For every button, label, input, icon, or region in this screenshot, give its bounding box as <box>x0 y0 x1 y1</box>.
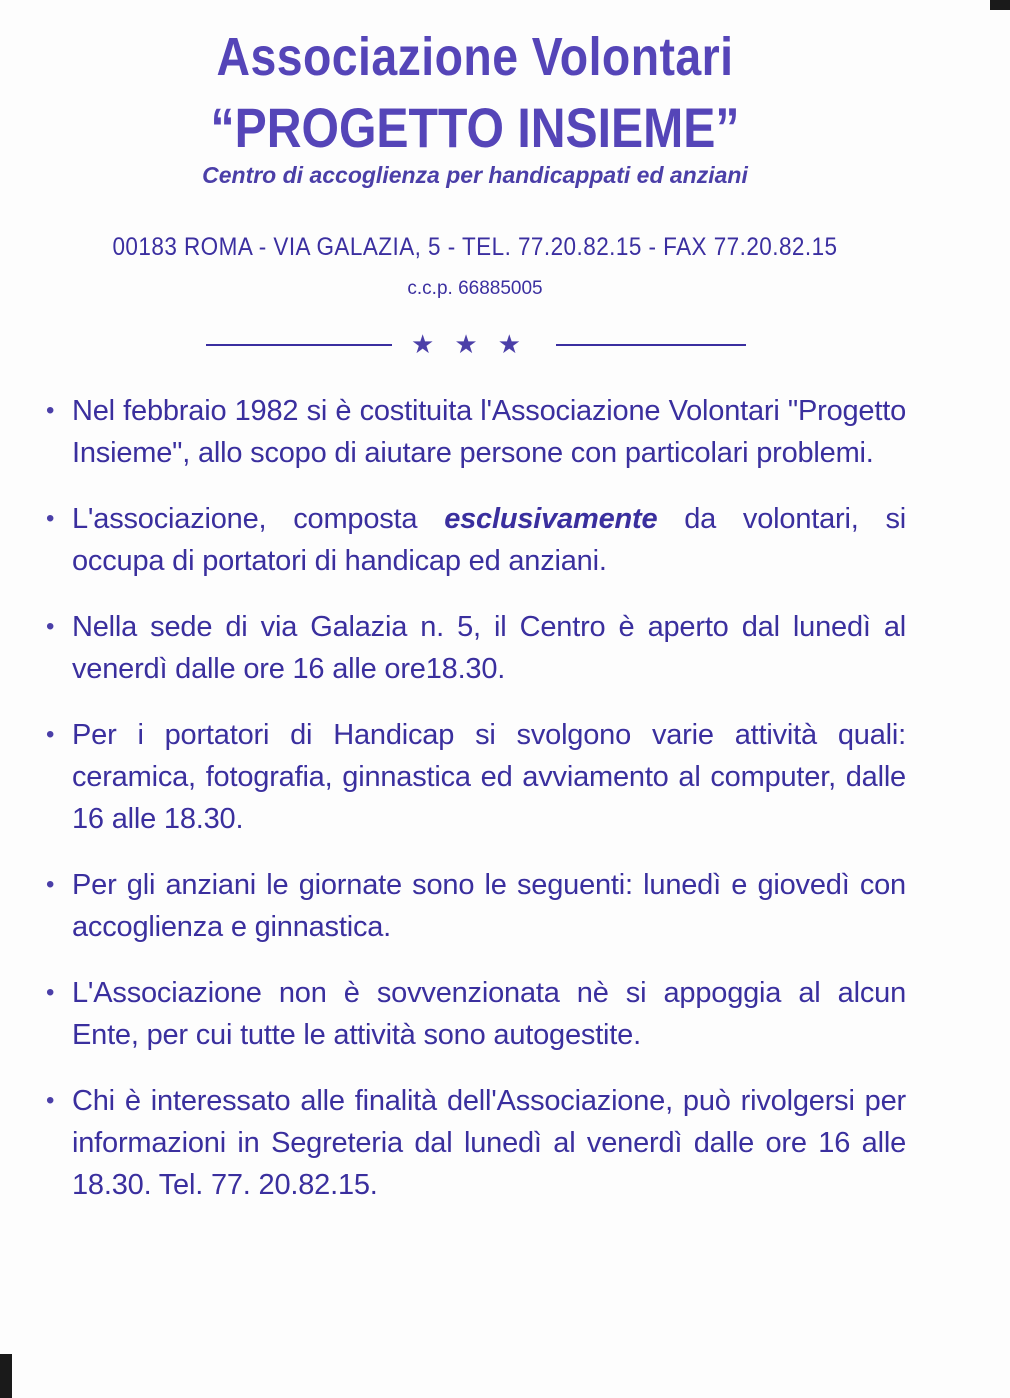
list-item-text: L'associazione, composta <box>72 503 445 535</box>
bullet-icon: • <box>46 613 55 640</box>
list-item-text: L'Associazione non è sovvenzionata nè si appoggia al alcun Ente, per cui tutte le attività sono autogestite. <box>72 977 906 1051</box>
organization-title: Associazione Volontari <box>216 27 734 87</box>
scan-mark-bottom-left <box>0 1354 12 1398</box>
list-item-text: Nel febbraio 1982 si è costituita l'Associazione Volontari "Progetto Insieme", allo scopo di aiutare persone con particolari problemi. <box>72 395 906 469</box>
list-item-opening-hours <box>44 606 906 690</box>
organization-subtitle: Centro di accoglienza per handicappati ed anziani <box>202 162 748 188</box>
list-item-text: Per i portatori di Handicap si svolgono varie attività quali: ceramica, fotografia, ginnastica ed avviamento al computer, dalle 16 alle 18.30. <box>72 719 906 835</box>
postal-account: c.c.p. 66885005 <box>407 278 543 299</box>
list-item-founding <box>44 390 906 474</box>
list-item-handicap-activities <box>44 714 906 840</box>
emphasis-text: esclusivamente <box>444 503 658 535</box>
contact-address: 00183 ROMA - VIA GALAZIA, 5 - TEL. 77.20.82.15 - FAX 77.20.82.15 <box>112 233 838 261</box>
bullet-icon: • <box>46 979 55 1006</box>
list-item-elderly-days <box>44 864 906 948</box>
bullet-icon: • <box>46 505 55 532</box>
bullet-icon: • <box>46 721 55 748</box>
stars-icon: ★★★ <box>411 329 541 359</box>
bullet-icon: • <box>46 397 55 424</box>
list-item-text: Chi è interessato alle finalità dell'Associazione, può rivolgersi per informazioni in Segreteria dal lunedì al venerdì dalle ore 16 alle 18.30. Tel. 77. 20.82.15. <box>72 1085 906 1201</box>
bullet-icon: • <box>46 871 55 898</box>
divider-rule-right <box>556 344 746 346</box>
list-item-text: Per gli anziani le giornate sono le seguenti: lunedì e giovedì con accoglienza e ginnastica. <box>72 869 906 943</box>
info-list <box>44 390 906 1230</box>
bullet-icon: • <box>46 1087 55 1114</box>
project-title: “PROGETTO INSIEME” <box>210 96 740 159</box>
list-item-text: da volontari, si occupa di portatori di handicap ed anziani. <box>72 503 906 577</box>
list-item-composition <box>44 498 906 582</box>
star-divider <box>206 326 746 362</box>
list-item-text: Nella sede di via Galazia n. 5, il Centro è aperto dal lunedì al venerdì dalle ore 16 alle ore18.30. <box>72 611 906 685</box>
divider-rule-left <box>206 344 392 346</box>
list-item-funding <box>44 972 906 1056</box>
scan-mark-top-right <box>990 0 1010 10</box>
list-item-contact <box>44 1080 906 1206</box>
